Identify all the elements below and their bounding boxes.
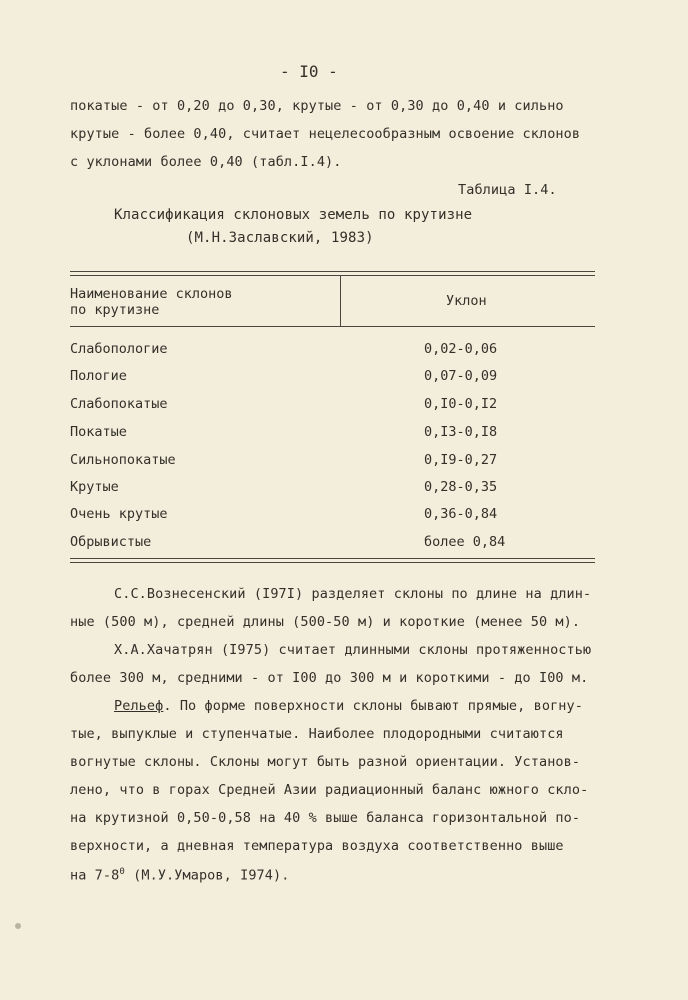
para3-line-7-a: на 7-8 [70,867,120,884]
para2-line-1: Х.А.Хачатрян (I975) считает длинными склоны протяженностью [114,642,592,658]
intro-line-3: с уклонами более 0,40 (табл.I.4). [70,154,342,170]
table-row-slope: 0,I3-0,I8 [424,424,498,440]
table-caption-author: (М.Н.Заславский, 1983) [186,230,374,246]
para3-line-7-b: (М.У.Умаров, I974). [124,867,290,884]
table-row-slope: 0,I0-0,I2 [424,396,498,412]
table-row-name: Обрывистые [70,534,152,550]
table-header-slope: Уклон [446,293,487,309]
table-row-slope: 0,07-0,09 [424,368,498,384]
para1-line-2: ные (500 м), средней длины (500-50 м) и короткие (менее 50 м). [70,614,581,630]
intro-line-2: крутые - более 0,40, считает нецелесообразным освоение склонов [70,126,581,142]
table-row-slope: 0,36-0,84 [424,506,498,522]
table-row-slope: более 0,84 [424,534,506,550]
page-number: - I0 - [280,62,338,81]
table-header-name-1: Наименование склонов [70,286,233,302]
table-row-name: Пологие [70,368,127,384]
para3-line-4: лено, что в горах Средней Азии радиационный баланс южного скло- [70,782,589,798]
para3-line-3: вогнутые склоны. Склоны могут быть разной ориентации. Установ- [70,754,581,770]
table-header-name-2: по крутизне [70,302,160,318]
table-row-name: Слабопокатые [70,396,168,412]
table-row-name: Слабопологие [70,341,168,357]
table-bottom-rule-2 [70,562,595,563]
table-caption-title: Классификация склоновых земель по крутизне [114,207,473,223]
para3-line-1 [114,698,583,714]
para1-line-1: С.С.Вознесенский (I97I) разделяет склоны по длине на длин- [114,586,592,602]
table-row-name: Крутые [70,479,119,495]
table-row-name: Сильнопокатые [70,452,176,468]
table-row-name: Покатые [70,424,127,440]
degree-superscript: 0 [119,867,125,877]
table-bottom-rule [70,558,595,559]
para2-line-2: более 300 м, средними - от I00 до 300 м и короткими - до I00 м. [70,670,589,686]
table-row-slope: 0,I9-0,27 [424,452,498,468]
table-top-rule-2 [70,275,595,276]
para3-line-7 [70,864,289,884]
para3-line-6: верхности, а дневная температура воздуха соответственно выше [70,838,564,854]
margin-dot-mark [15,923,21,929]
para3-line-2: тые, выпуклые и ступенчатые. Наиболее плодородными считаются [70,726,564,742]
para3-line-5: на крутизной 0,50-0,58 на 40 % выше баланса горизонтальной по- [70,810,581,826]
para3-line-1-text: . По форме поверхности склоны бывают прямые, вогну- [163,698,583,714]
table-row-slope: 0,02-0,06 [424,341,498,357]
table-header-divider [340,276,341,326]
table-label: Таблица I.4. [458,182,557,198]
table-row-slope: 0,28-0,35 [424,479,498,495]
relief-term: Рельеф [114,698,164,714]
intro-line-1: покатые - от 0,20 до 0,30, крутые - от 0,30 до 0,40 и сильно [70,98,564,114]
table-header-rule [70,326,595,327]
table-row-name: Очень крутые [70,506,168,522]
table-top-rule [70,271,595,272]
